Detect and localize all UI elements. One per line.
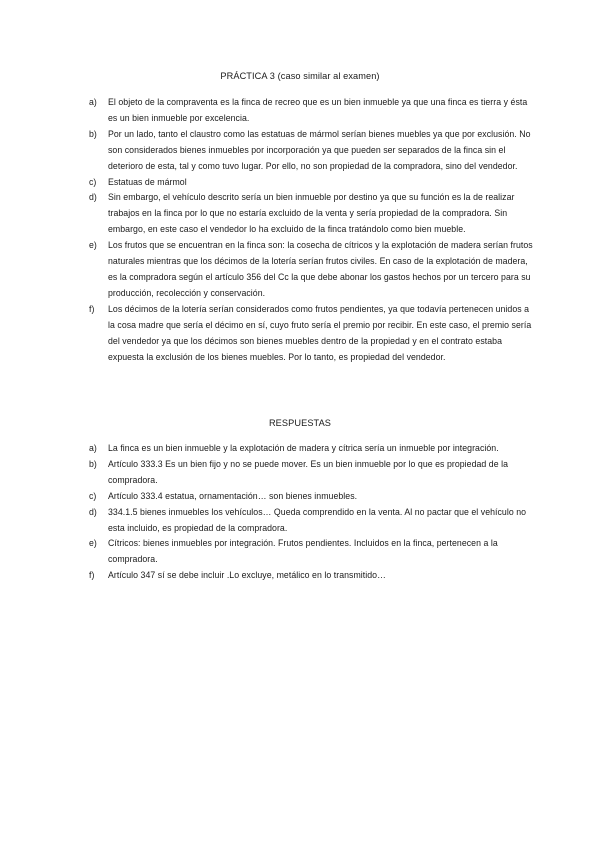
item-marker: f) <box>89 303 95 314</box>
item-text: Los décimos de la lotería serían considerados como frutos pendientes, ya que todavía pertenecen unidos a la cosa madre que sería el décimo en sí, cuyo fruto sería el premio por recibir. En este caso, el premio sería del vendedor ya que los décimos son bienes muebles dentro de la propiedad y en el contrato estaba expuesta la exclusión de los bienes muebles. Por lo tanto, es propiedad del vendedor. <box>108 303 532 362</box>
list-item <box>89 302 534 366</box>
list-item <box>89 536 534 568</box>
list-item <box>89 489 534 505</box>
item-text: Cítricos: bienes inmuebles por integración. Frutos pendientes. Incluidos en la finca, pertenecen a la compradora. <box>108 538 498 565</box>
item-text: Los frutos que se encuentran en la finca son: la cosecha de cítricos y la explotación de madera serían frutos naturales mientras que los décimos de la lotería serían frutos civiles. En caso de la explotación de madera, es la compradora según el artículo 356 del Cc la que debe abonar los gastos hechos por un tercero para su producción, recolección y conservación. <box>108 240 533 298</box>
item-marker: e) <box>89 538 97 549</box>
respuestas-list <box>89 441 534 584</box>
item-text: Sin embargo, el vehículo descrito sería un bien inmueble por destino ya que su función es la de realizar trabajos en la finca por lo que no estaría excluido de la venta y sería propiedad de la compradora. Sin embargo, en este caso el vendedor lo ha excluido de la finca tratándolo como bien mueble. <box>108 192 515 235</box>
item-text: Estatuas de mármol <box>108 176 187 187</box>
respuestas-title: RESPUESTAS <box>268 418 332 428</box>
item-text: Artículo 333.4 estatua, ornamentación… son bienes inmuebles. <box>108 490 358 501</box>
practica-title: PRÁCTICA 3 (caso similar al examen) <box>220 71 380 81</box>
item-text: Artículo 333.3 Es un bien fijo y no se puede mover. Es un bien inmueble por lo que es propiedad de la compradora. <box>108 458 509 485</box>
item-text: Por un lado, tanto el claustro como las estatuas de mármol serían bienes muebles ya que por exclusión. No son considerados bienes inmuebles por incorporación ya que pueden ser separados de la finca sin el deterioro de esta, tal y como tuvo lugar. Por ello, no son propiedad de la compradora, sino del vendedor. <box>108 128 531 171</box>
item-marker: d) <box>89 506 97 517</box>
list-item <box>89 190 534 238</box>
item-marker: a) <box>89 97 97 107</box>
item-marker: e) <box>89 240 97 251</box>
item-text: El objeto de la compraventa es la finca de recreo que es un bien inmueble ya que una finca es tierra y ésta es un bien inmueble por excelencia. <box>108 97 528 123</box>
item-marker: b) <box>89 128 97 139</box>
item-marker: a) <box>89 443 97 453</box>
list-item <box>89 238 534 302</box>
item-text: Artículo 347 sí se debe incluir .Lo excluye, metálico en lo transmitido… <box>108 570 386 581</box>
list-item <box>89 568 534 584</box>
item-marker: d) <box>89 192 97 203</box>
item-marker: b) <box>89 458 97 469</box>
item-text: 334.1.5 bienes inmuebles los vehículos… Queda comprendido en la venta. Al no pactar que el vehículo no esta incluido, es propiedad de la compradora. <box>108 506 527 533</box>
item-marker: c) <box>89 176 97 187</box>
list-item <box>89 457 534 489</box>
item-marker: f) <box>89 570 95 581</box>
list-item <box>89 441 534 457</box>
practica-list <box>89 95 534 365</box>
item-marker: c) <box>89 490 97 501</box>
list-item <box>89 505 534 537</box>
list-item <box>89 175 534 191</box>
list-item <box>89 127 534 175</box>
list-item <box>89 95 534 127</box>
item-text: La finca es un bien inmueble y la explotación de madera y cítrica sería un inmueble por integración. <box>108 443 499 453</box>
